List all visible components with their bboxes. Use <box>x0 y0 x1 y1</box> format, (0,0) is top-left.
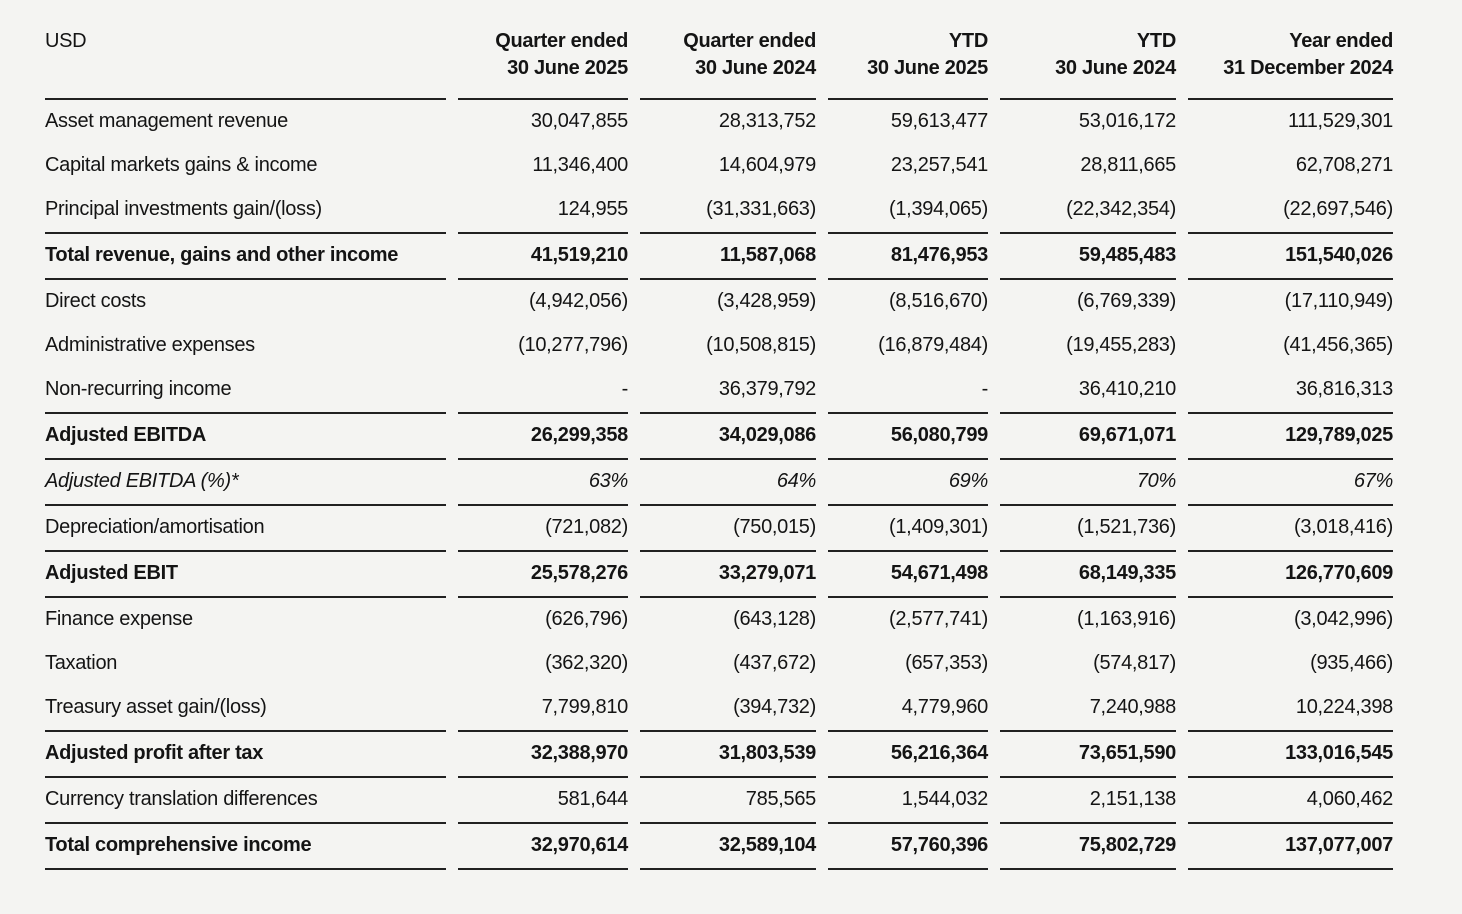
table-row <box>45 506 1393 552</box>
cell-value: 26,299,358 <box>458 414 628 460</box>
cell-value: (16,879,484) <box>878 334 988 356</box>
cell-value: 73,651,590 <box>1000 732 1176 778</box>
cell-value: (19,455,283) <box>1066 334 1176 356</box>
column-header-line2: 30 June 2024 <box>695 57 816 79</box>
cell-value: (750,015) <box>640 506 816 552</box>
cell-value: 133,016,545 <box>1188 732 1393 778</box>
row-label: Total revenue, gains and other income <box>45 234 446 280</box>
cell-value: 68,149,335 <box>1000 552 1176 598</box>
column-header-ytd-2025 <box>828 20 988 100</box>
column-header-line1: YTD <box>948 30 988 52</box>
cell-value: (3,428,959) <box>717 290 816 312</box>
cell-value: 11,587,068 <box>640 234 816 280</box>
cell-value: 581,644 <box>458 778 628 824</box>
table-row <box>45 414 1393 460</box>
row-label: Finance expense <box>45 608 193 630</box>
cell-value: 56,080,799 <box>828 414 988 460</box>
cell-value: (17,110,949) <box>1284 290 1393 312</box>
cell-value: (8,516,670) <box>889 290 988 312</box>
cell-value: 81,476,953 <box>828 234 988 280</box>
row-label: Currency translation differences <box>45 778 446 824</box>
cell-value: 57,760,396 <box>828 824 988 870</box>
cell-value: 56,216,364 <box>828 732 988 778</box>
column-header-line1: Year ended <box>1289 30 1393 52</box>
table-row <box>45 598 1393 642</box>
table-row <box>45 324 1393 368</box>
cell-value: 25,578,276 <box>458 552 628 598</box>
cell-value: 69% <box>828 460 988 506</box>
cell-value: 32,589,104 <box>640 824 816 870</box>
table-header <box>45 20 1393 100</box>
cell-value: (2,577,741) <box>889 608 988 630</box>
cell-value: 4,060,462 <box>1188 778 1393 824</box>
table-row <box>45 824 1393 870</box>
cell-value: 32,388,970 <box>458 732 628 778</box>
column-header-line1: YTD <box>1136 30 1176 52</box>
row-label: Non-recurring income <box>45 368 446 414</box>
table-row <box>45 234 1393 280</box>
table-body <box>45 100 1393 870</box>
cell-value: 10,224,398 <box>1188 686 1393 732</box>
table-row <box>45 280 1393 324</box>
cell-value: (31,331,663) <box>640 188 816 234</box>
cell-value: (10,508,815) <box>706 334 816 356</box>
row-label: Adjusted EBITDA <box>45 414 446 460</box>
row-label: Adjusted profit after tax <box>45 732 446 778</box>
cell-value: 34,029,086 <box>640 414 816 460</box>
cell-value: (643,128) <box>733 608 816 630</box>
cell-value: 4,779,960 <box>828 686 988 732</box>
cell-value: (3,042,996) <box>1294 608 1393 630</box>
cell-value: (22,342,354) <box>1000 188 1176 234</box>
cell-value: 30,047,855 <box>530 110 628 132</box>
cell-value: 126,770,609 <box>1188 552 1393 598</box>
cell-value: 70% <box>1000 460 1176 506</box>
cell-value: 75,802,729 <box>1000 824 1176 870</box>
cell-value: 69,671,071 <box>1000 414 1176 460</box>
cell-value: 2,151,138 <box>1000 778 1176 824</box>
cell-value: 67% <box>1188 460 1393 506</box>
row-label: Taxation <box>45 652 118 674</box>
column-header-q2-2024 <box>640 20 816 100</box>
cell-value: 31,803,539 <box>640 732 816 778</box>
cell-value: - <box>458 368 628 414</box>
row-label: Direct costs <box>45 290 146 312</box>
cell-value: 14,604,979 <box>718 154 816 176</box>
column-header-line2: 30 June 2025 <box>867 57 988 79</box>
cell-value: (1,394,065) <box>828 188 988 234</box>
cell-value: (10,277,796) <box>518 334 628 356</box>
cell-value: (626,796) <box>545 608 628 630</box>
table-row <box>45 100 1393 144</box>
cell-value: 1,544,032 <box>828 778 988 824</box>
cell-value: 151,540,026 <box>1188 234 1393 280</box>
cell-value: 36,379,792 <box>640 368 816 414</box>
table-row <box>45 188 1393 234</box>
table-row <box>45 642 1393 686</box>
column-header-ytd-2024 <box>1000 20 1176 100</box>
row-label: Adjusted EBIT <box>45 552 446 598</box>
cell-value: 36,410,210 <box>1000 368 1176 414</box>
cell-value: 33,279,071 <box>640 552 816 598</box>
cell-value: 28,811,665 <box>1080 154 1176 176</box>
row-label: Depreciation/amortisation <box>45 506 446 552</box>
cell-value: 111,529,301 <box>1288 110 1393 132</box>
cell-value: 11,346,400 <box>532 154 628 176</box>
cell-value: 36,816,313 <box>1188 368 1393 414</box>
column-header-line1: Quarter ended <box>495 30 628 52</box>
cell-value: 28,313,752 <box>718 110 816 132</box>
table-row <box>45 552 1393 598</box>
cell-value: 129,789,025 <box>1188 414 1393 460</box>
cell-value: 23,257,541 <box>890 154 988 176</box>
cell-value: 32,970,614 <box>458 824 628 870</box>
cell-value: (721,082) <box>458 506 628 552</box>
cell-value: (4,942,056) <box>529 290 628 312</box>
row-label: Capital markets gains & income <box>45 154 318 176</box>
cell-value: 7,799,810 <box>458 686 628 732</box>
column-header-fy-2024 <box>1188 20 1393 100</box>
row-label: Principal investments gain/(loss) <box>45 188 446 234</box>
row-label: Adjusted EBITDA (%)* <box>45 460 446 506</box>
table-row <box>45 368 1393 414</box>
cell-value: (22,697,546) <box>1188 188 1393 234</box>
cell-value: (6,769,339) <box>1077 290 1176 312</box>
column-header-line2: 31 December 2024 <box>1223 57 1393 79</box>
row-label: Administrative expenses <box>45 334 255 356</box>
table-row <box>45 778 1393 824</box>
column-header-line2: 30 June 2025 <box>507 57 628 79</box>
cell-value: 62,708,271 <box>1295 154 1393 176</box>
cell-value: (1,409,301) <box>828 506 988 552</box>
table-row <box>45 732 1393 778</box>
cell-value: 41,519,210 <box>458 234 628 280</box>
cell-value: (935,466) <box>1310 652 1393 674</box>
cell-value: 54,671,498 <box>828 552 988 598</box>
income-statement-table <box>33 20 1405 870</box>
cell-value: (657,353) <box>905 652 988 674</box>
header-row <box>45 20 1393 100</box>
table-row <box>45 460 1393 506</box>
cell-value: (574,817) <box>1093 652 1176 674</box>
cell-value: 53,016,172 <box>1078 110 1176 132</box>
cell-value: (1,163,916) <box>1077 608 1176 630</box>
currency-label: USD <box>45 20 446 100</box>
cell-value: 59,485,483 <box>1000 234 1176 280</box>
cell-value: (394,732) <box>640 686 816 732</box>
cell-value: 785,565 <box>640 778 816 824</box>
column-header-line2: 30 June 2024 <box>1055 57 1176 79</box>
cell-value: (3,018,416) <box>1188 506 1393 552</box>
cell-value: (41,456,365) <box>1283 334 1393 356</box>
table-row <box>45 686 1393 732</box>
table-row <box>45 144 1393 188</box>
row-label: Total comprehensive income <box>45 824 446 870</box>
column-header-line1: Quarter ended <box>683 30 816 52</box>
cell-value: (437,672) <box>733 652 816 674</box>
cell-value: 64% <box>640 460 816 506</box>
cell-value: (1,521,736) <box>1000 506 1176 552</box>
cell-value: 63% <box>458 460 628 506</box>
cell-value: 124,955 <box>458 188 628 234</box>
row-label: Treasury asset gain/(loss) <box>45 686 446 732</box>
cell-value: 137,077,007 <box>1188 824 1393 870</box>
cell-value: 7,240,988 <box>1000 686 1176 732</box>
row-label: Asset management revenue <box>45 110 288 132</box>
cell-value: - <box>828 368 988 414</box>
cell-value: (362,320) <box>545 652 628 674</box>
column-header-q2-2025 <box>458 20 628 100</box>
cell-value: 59,613,477 <box>890 110 988 132</box>
